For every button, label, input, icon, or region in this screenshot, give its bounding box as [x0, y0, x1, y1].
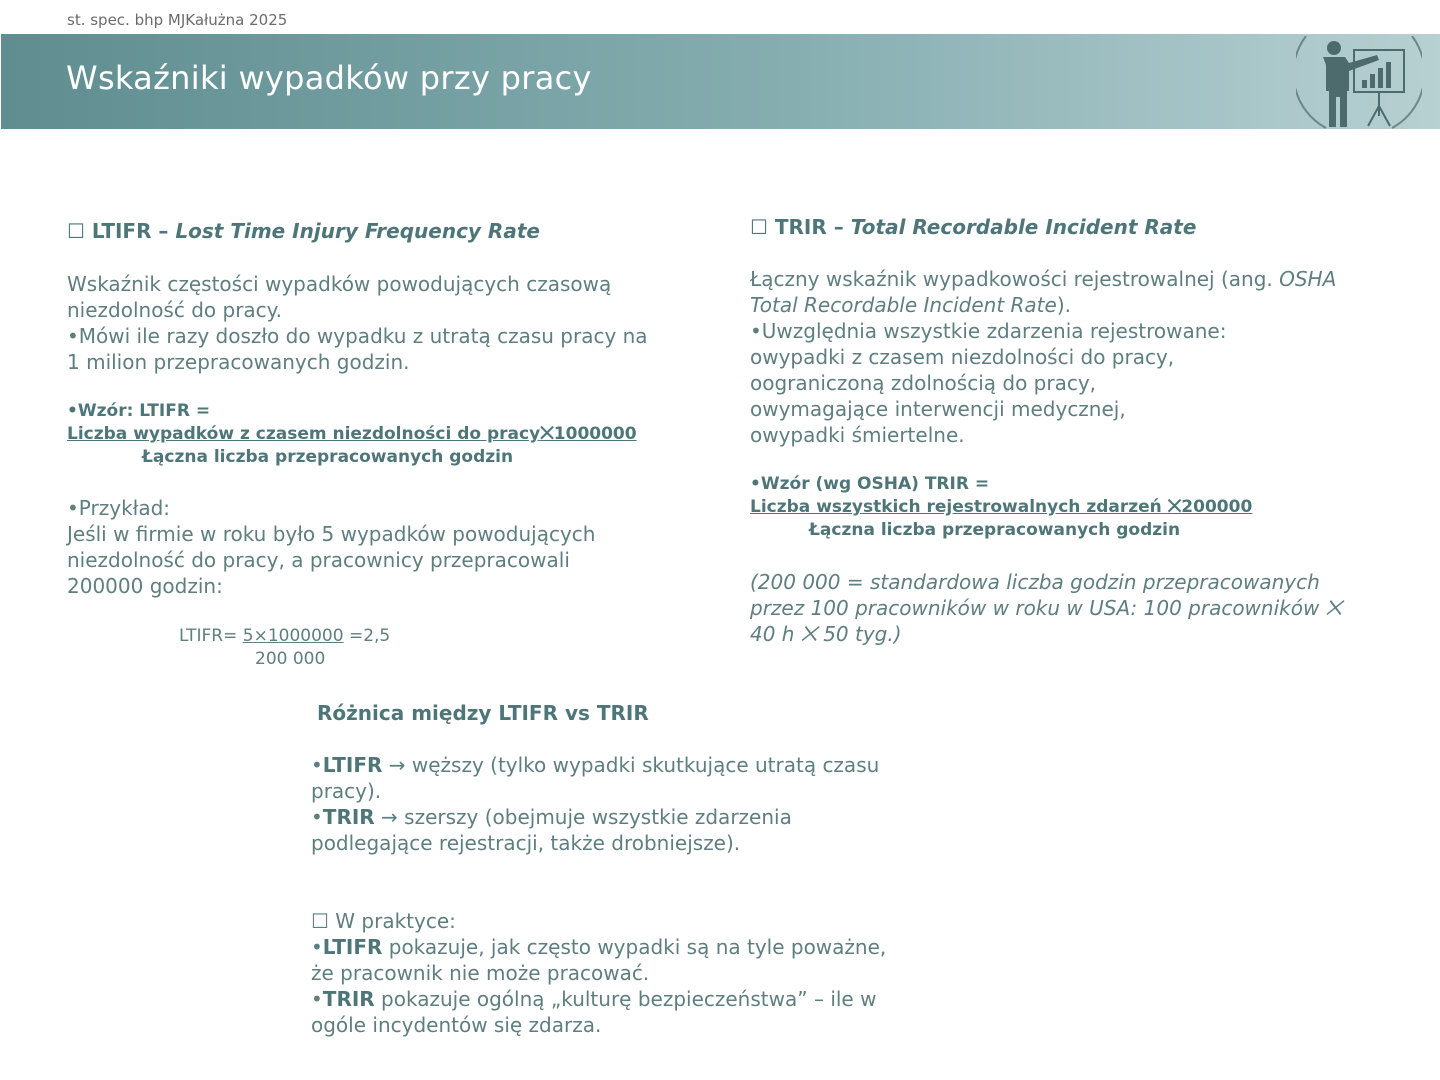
practice-trir [311, 986, 876, 1012]
difference-trir [311, 804, 792, 830]
trir-heading-name: Total Recordable Incident Rate [850, 215, 1197, 239]
trir-note-1: (200 000 = standardowa liczba godzin przepracowanych [750, 570, 1320, 594]
difference-ltifr-text: → węższy (tylko wypadki skutkujące utratą czasu [382, 753, 880, 777]
trir-note-3: 40 h ⨉ 50 tyg.) [750, 622, 902, 646]
trir-note-2: przez 100 pracowników w roku w USA: 100 pracowników ⨉ [750, 596, 1342, 620]
practice-trir-label: TRIR [322, 987, 375, 1011]
difference-trir-2: podlegające rejestracji, także drobniejsze). [311, 831, 741, 855]
ltifr-desc-3: •Mówi ile razy doszło do wypadku z utratą czasu pracy na [67, 324, 648, 348]
trir-formula-numerator-text: Liczba wszystkich rejestrowalnych zdarzeń [750, 497, 1168, 517]
practice-ltifr-text: pokazuje, jak często wypadki są na tyle poważne, [382, 935, 887, 959]
ltifr-calc-numerator: 5×1000000 [242, 626, 344, 646]
difference-trir-text: → szerszy (obejmuje wszystkie zdarzenia [374, 805, 792, 829]
difference-heading: Różnica między LTIFR vs TRIR [317, 701, 649, 725]
bullet: • [311, 987, 323, 1011]
practice-trir-2: ogóle incydentów się zdarza. [311, 1013, 602, 1037]
presenter-chart-icon [1296, 36, 1422, 129]
ltifr-heading [67, 218, 540, 244]
bullet: • [311, 935, 323, 959]
ltifr-heading-prefix: ☐ LTIFR – [67, 219, 176, 243]
difference-trir-label: TRIR [322, 805, 375, 829]
trir-formula-multiplier: ⨉200000 [1167, 497, 1253, 517]
trir-desc-2b: ). [1056, 293, 1071, 317]
trir-desc-3: •Uwzględnia wszystkie zdarzenia rejestrowane: [750, 319, 1227, 343]
trir-heading [750, 214, 1196, 240]
ltifr-formula-numerator-text: Liczba wypadków z czasem niezdolności do pracy [67, 424, 541, 444]
ltifr-calc-prefix: LTIFR= [179, 626, 243, 646]
ltifr-desc-1: Wskaźnik częstości wypadków powodujących czasową [67, 272, 612, 296]
difference-ltifr-label: LTIFR [322, 753, 383, 777]
trir-desc-1 [750, 266, 1336, 292]
practice-ltifr-label: LTIFR [322, 935, 383, 959]
ltifr-calculation [179, 625, 390, 647]
author-note: st. spec. bhp MJKałużna 2025 [67, 11, 288, 29]
trir-formula-denominator: Łączna liczba przepracowanych godzin [809, 520, 1181, 540]
trir-item: owymagające interwencji medycznej, [750, 397, 1126, 421]
ltifr-formula-denominator: Łączna liczba przepracowanych godzin [142, 447, 514, 467]
trir-heading-prefix: ☐ TRIR – [750, 215, 851, 239]
trir-desc-1a: Łączny wskaźnik wypadkowości rejestrowalnej (ang. [750, 267, 1280, 291]
practice-ltifr [311, 934, 886, 960]
ltifr-example-3: 200000 godzin: [67, 574, 223, 598]
ltifr-example-1: Jeśli w firmie w roku było 5 wypadków powodujących [67, 522, 596, 546]
trir-desc-2a: Total Recordable Incident Rate [750, 293, 1057, 317]
trir-formula-label: •Wzór (wg OSHA) TRIR = [750, 474, 990, 494]
practice-trir-text: pokazuje ogólną „kulturę bezpieczeństwa” – ile w [374, 987, 877, 1011]
practice-heading: ☐ W praktyce: [311, 909, 456, 933]
bullet: • [311, 805, 323, 829]
trir-desc-1b: OSHA [1279, 267, 1337, 291]
trir-item: owypadki śmiertelne. [750, 423, 965, 447]
trir-item: oograniczoną zdolnością do pracy, [750, 371, 1097, 395]
ltifr-heading-name: Lost Time Injury Frequency Rate [175, 219, 540, 243]
page-title: Wskaźniki wypadków przy pracy [66, 59, 592, 97]
difference-ltifr [311, 752, 879, 778]
trir-item: owypadki z czasem niezdolności do pracy, [750, 345, 1175, 369]
ltifr-formula-label: •Wzór: LTIFR = [67, 401, 211, 421]
ltifr-example-label: •Przykład: [67, 496, 171, 520]
ltifr-formula-numerator [67, 423, 637, 446]
ltifr-desc-4: 1 milion przepracowanych godzin. [67, 350, 410, 374]
trir-formula-numerator [750, 496, 1252, 519]
bullet: • [311, 753, 323, 777]
ltifr-desc-2: niezdolność do pracy. [67, 298, 283, 322]
trir-desc-2 [750, 292, 1071, 318]
practice-ltifr-2: że pracownik nie może pracować. [311, 961, 650, 985]
ltifr-calc-result: =2,5 [343, 626, 391, 646]
ltifr-formula-multiplier: ⨉1000000 [540, 424, 637, 444]
ltifr-calc-denominator: 200 000 [255, 649, 326, 669]
ltifr-example-2: niezdolność do pracy, a pracownicy przepracowali [67, 548, 570, 572]
difference-ltifr-2: pracy). [311, 779, 382, 803]
